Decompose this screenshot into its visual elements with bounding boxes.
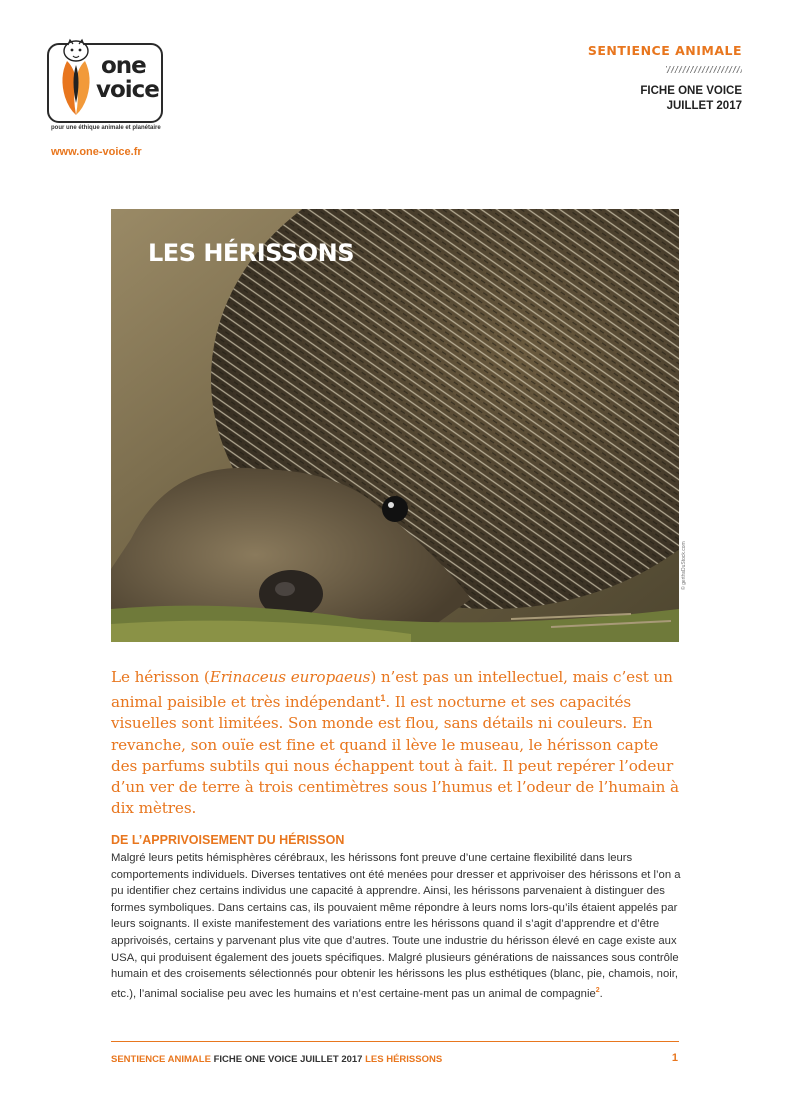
hero-image [111,209,679,642]
page-title: LES HÉRISSONS [148,239,354,267]
intro-text-3: . Il est nocturne et ses capacités visuelles sont limitées. Son monde est flou, sans détails ni couleurs. En revanche, son ouïe est fine et quand il lève le museau, le hérisson capte des parfums subtils qui nous échappent tout à fait. Il peut repérer l’odeur d’un ver de terre à trois centimètres sous l’humus et l’odeur de l’humain à dix mètres. [111,693,680,818]
footer-sheet: FICHE ONE VOICE JUILLET 2017 [213,1054,363,1065]
section-text: Malgré leurs petits hémisphères cérébraux, les hérissons font preuve d’une certaine flexibilité dans leurs comportements individuels. Diverses tentatives ont été menées pour dresser et apprivoiser des hérissons et l’on a pu identifier chez certains individus une capacité à apprendre. Ainsi, les hérissons parvenaient à distinguer des formes symboliques. Dans certains cas, ils pouvaient même répondre à leurs noms lors-qu’ils étaient appelés par leurs soignants. Il existe manifestement des variations entre les hérissons quand il s’agit d’apprendre et d’être apprivoisés, certains y parvenant plus vite que d’autres. Toute une industrie du hérisson élevé en cage existe aux USA, qui produisent également des jouets spécifiques. Malgré plusieurs générations de naissances sous contrôle humain et des croisements sélectionnés pour obtenir les hérissons les plus esthétiques (blanc, pie, chamois, noir, etc.), l’animal socialise peu avec les humains et n’est certaine-ment pas un animal de compagnie [111,852,681,1000]
photo-credit: © gerthsDuStock.com [681,541,687,590]
section-body [111,850,681,1002]
hatch-divider [666,66,742,73]
logo-wordmark-one: one [101,53,146,79]
latin-name: Erinaceus europaeus [209,668,371,686]
intro-paragraph [111,667,679,819]
intro-text-2: ) n’est pas un intellectuel, mais c’est un animal paisible et très indépendant [111,668,673,712]
one-voice-logo[interactable] [47,43,163,123]
footnote-ref-2[interactable]: 2 [595,986,600,994]
document-header [588,43,742,114]
footer-category: SENTIENCE ANIMALE [111,1054,211,1065]
header-category: SENTIENCE ANIMALE [587,43,742,58]
lion-mascot-icon [55,37,97,117]
header-sheet-label: FICHE ONE VOICE [640,85,742,97]
logo-wordmark-voice: voice [96,77,159,103]
footer-topic: LES HÉRISSONS [365,1054,443,1065]
website-link[interactable]: www.one-voice.fr [51,146,142,158]
section-text-end: . [599,987,603,1000]
hedgehog-photo [111,209,679,642]
logo-tagline: pour une éthique animale et planétaire [51,125,161,131]
footnote-ref-1[interactable]: 1 [380,693,386,704]
footer-divider [111,1041,679,1042]
section-heading: DE L’APPRIVOISEMENT DU HÉRISSON [111,833,345,847]
header-date: JUILLET 2017 [666,100,742,112]
intro-text-1: Le hérisson ( [111,668,210,686]
footer [111,1054,442,1065]
page-number: 1 [671,1052,678,1064]
